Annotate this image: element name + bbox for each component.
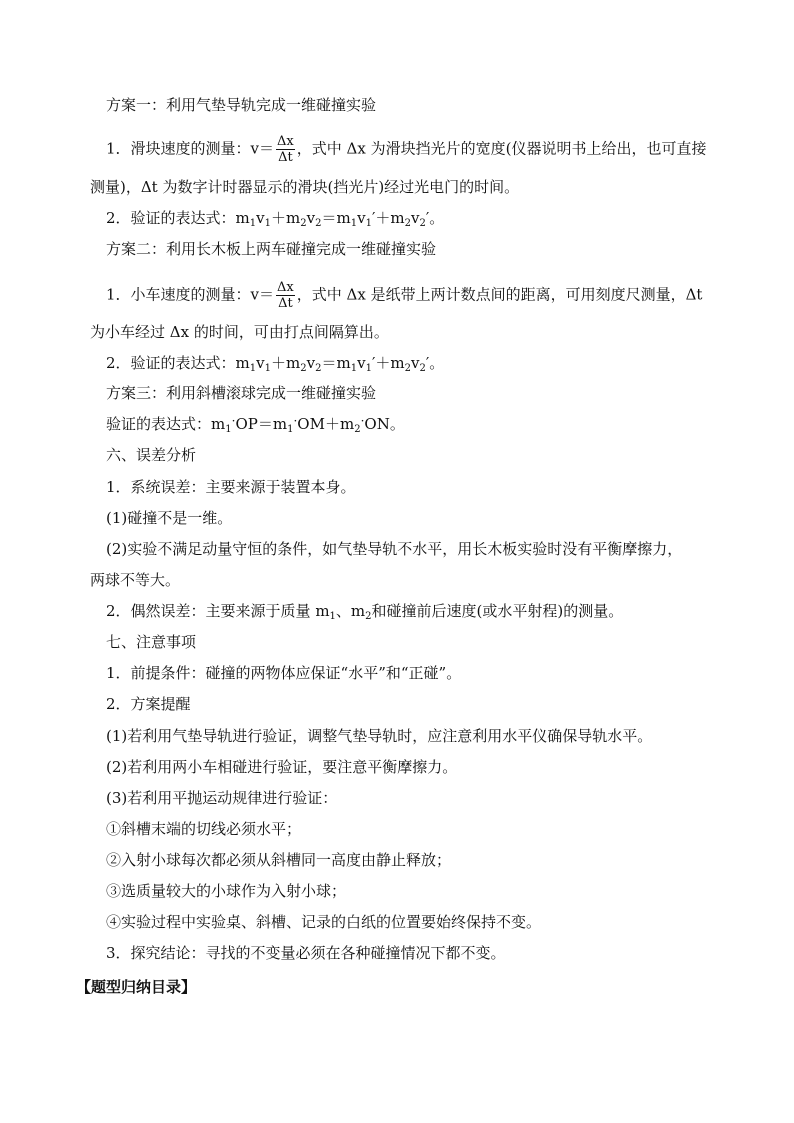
section7-item2-2: (2)若利用两小车相碰进行验证，要注意平衡摩擦力。 — [106, 758, 458, 776]
section7-circle-item4: ④实验过程中实验桌、斜槽、记录的白纸的位置要始终保持不变。 — [106, 913, 542, 931]
plan1-expression: 2．验证的表达式：$m_1v_1+m_2v_2=m_1v_1'+m_2v_2'$。 — [106, 209, 445, 229]
section7-circle-item1: ①斜槽末端的切线必须水平； — [106, 820, 302, 838]
section7-item2-3: (3)若利用平抛运动规律进行验证： — [106, 789, 338, 807]
plan1-velocity-line-cont: 测量)，Δt 为数字计时器显示的滑块(挡光片)经过光电门的时间。 — [90, 178, 520, 196]
section6-item1-2-cont: 两球不等大。 — [90, 571, 181, 589]
plan2-velocity-line-cont: 为小车经过 Δx 的时间，可由打点间隔算出。 — [90, 323, 389, 341]
question-type-catalog-heading: 【题型归纳目录】 — [76, 978, 197, 996]
section7-circle-item3: ③选质量较大的小球作为入射小球； — [106, 882, 347, 900]
plan2-velocity-line: 1．小车速度的测量：v＝ $\frac{\Delta x}{\Delta t}$ ，式中 Δx 是纸带上两计数点间的距离，可用刻度尺测量，Δt — [106, 280, 703, 311]
plan2-expression: 2．验证的表达式：$m_1v_1+m_2v_2=m_1v_1'+m_2v_2'$。 — [106, 354, 445, 374]
section7-item2-1: (1)若利用气垫导轨进行验证，调整气垫导轨时，应注意利用水平仪确保导轨水平。 — [106, 727, 653, 745]
delta-x-over-delta-t-fraction: $\frac{\Delta x}{\Delta t}$ — [277, 280, 294, 311]
section7-circle-item2: ②入射小球每次都必须从斜槽同一高度由静止释放； — [106, 851, 452, 869]
plan2-title: 方案二：利用长木板上两车碰撞完成一维碰撞实验 — [106, 240, 437, 258]
section7-title: 七、注意事项 — [106, 633, 197, 651]
section6-item1-1: (1)碰撞不是一维。 — [106, 509, 233, 527]
section6-item2: 2．偶然误差：主要来源于质量 $m_1$、$m_2$和碰撞前后速度(或水平射程)的测量。 — [106, 602, 624, 622]
section7-item3: 3．探究结论：寻找的不变量必须在各种碰撞情况下都不变。 — [106, 944, 506, 962]
section6-item1: 1．系统误差：主要来源于装置本身。 — [106, 478, 356, 496]
section6-title: 六、误差分析 — [106, 446, 197, 464]
section6-item1-2: (2)实验不满足动量守恒的条件，如气垫导轨不水平，用长木板实验时没有平衡摩擦力， — [106, 540, 683, 558]
plan1-title: 方案一：利用气垫导轨完成一维碰撞实验 — [106, 96, 377, 114]
section7-item2: 2．方案提醒 — [106, 695, 191, 713]
plan1-velocity-line: 1．滑块速度的测量：v＝ $\frac{\Delta x}{\Delta t}$ ，式中 Δx 为滑块挡光片的宽度(仪器说明书上给出，也可直接 — [106, 134, 707, 165]
plan3-title: 方案三：利用斜槽滚球完成一维碰撞实验 — [106, 384, 377, 402]
delta-x-over-delta-t-fraction: $\frac{\Delta x}{\Delta t}$ — [277, 134, 294, 165]
section7-item1: 1．前提条件：碰撞的两物体应保证“水平”和“正碰”。 — [106, 664, 462, 682]
plan3-expression: 验证的表达式：$m_1^\cdot OP=m_1^\cdot OM+m_2^\cdot ON$。 — [106, 414, 405, 435]
